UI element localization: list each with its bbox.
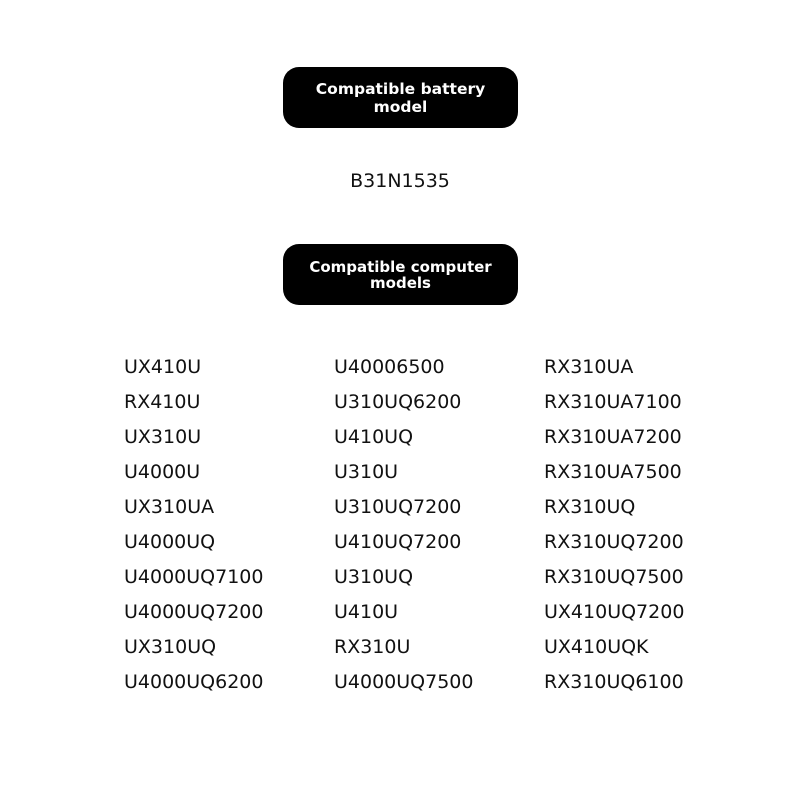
model-item: RX310UQ6100	[544, 671, 684, 693]
model-item: U310UQ7200	[334, 496, 462, 518]
model-item: RX310UA	[544, 356, 634, 378]
model-item: U4000UQ6200	[124, 671, 264, 693]
computer-models-header	[283, 244, 518, 305]
model-item: U4000UQ7100	[124, 566, 264, 588]
model-item: UX410U	[124, 356, 202, 378]
computer-models-header-label: Compatible computer models	[309, 257, 492, 292]
model-item: U4000UQ	[124, 531, 216, 553]
model-item: UX310UQ	[124, 636, 217, 658]
model-item: U310UQ6200	[334, 391, 462, 413]
model-item: UX310U	[124, 426, 202, 448]
model-item: U310U	[334, 461, 399, 483]
model-item: U4000UQ7200	[124, 601, 264, 623]
model-item: U310UQ	[334, 566, 414, 588]
model-item: U4000UQ7500	[334, 671, 474, 693]
battery-model-value: B31N1535	[350, 170, 450, 192]
computer-models-grid	[124, 352, 754, 702]
model-item: RX310U	[334, 636, 411, 658]
model-item: U410UQ	[334, 426, 414, 448]
model-item: RX310UA7500	[544, 461, 682, 483]
battery-model-header	[283, 67, 518, 128]
model-item: U4000U	[124, 461, 201, 483]
model-item: RX410U	[124, 391, 201, 413]
model-item: RX310UQ7200	[544, 531, 684, 553]
model-item: UX410UQK	[544, 636, 649, 658]
model-item: U410U	[334, 601, 399, 623]
battery-model-header-label: Compatible battery model	[315, 79, 486, 116]
model-item: RX310UQ	[544, 496, 636, 518]
model-item: U40006500	[334, 356, 445, 378]
model-item: UX410UQ7200	[544, 601, 685, 623]
model-item: RX310UQ7500	[544, 566, 684, 588]
model-item: RX310UA7100	[544, 391, 682, 413]
model-item: U410UQ7200	[334, 531, 462, 553]
model-item: UX310UA	[124, 496, 215, 518]
model-item: RX310UA7200	[544, 426, 682, 448]
